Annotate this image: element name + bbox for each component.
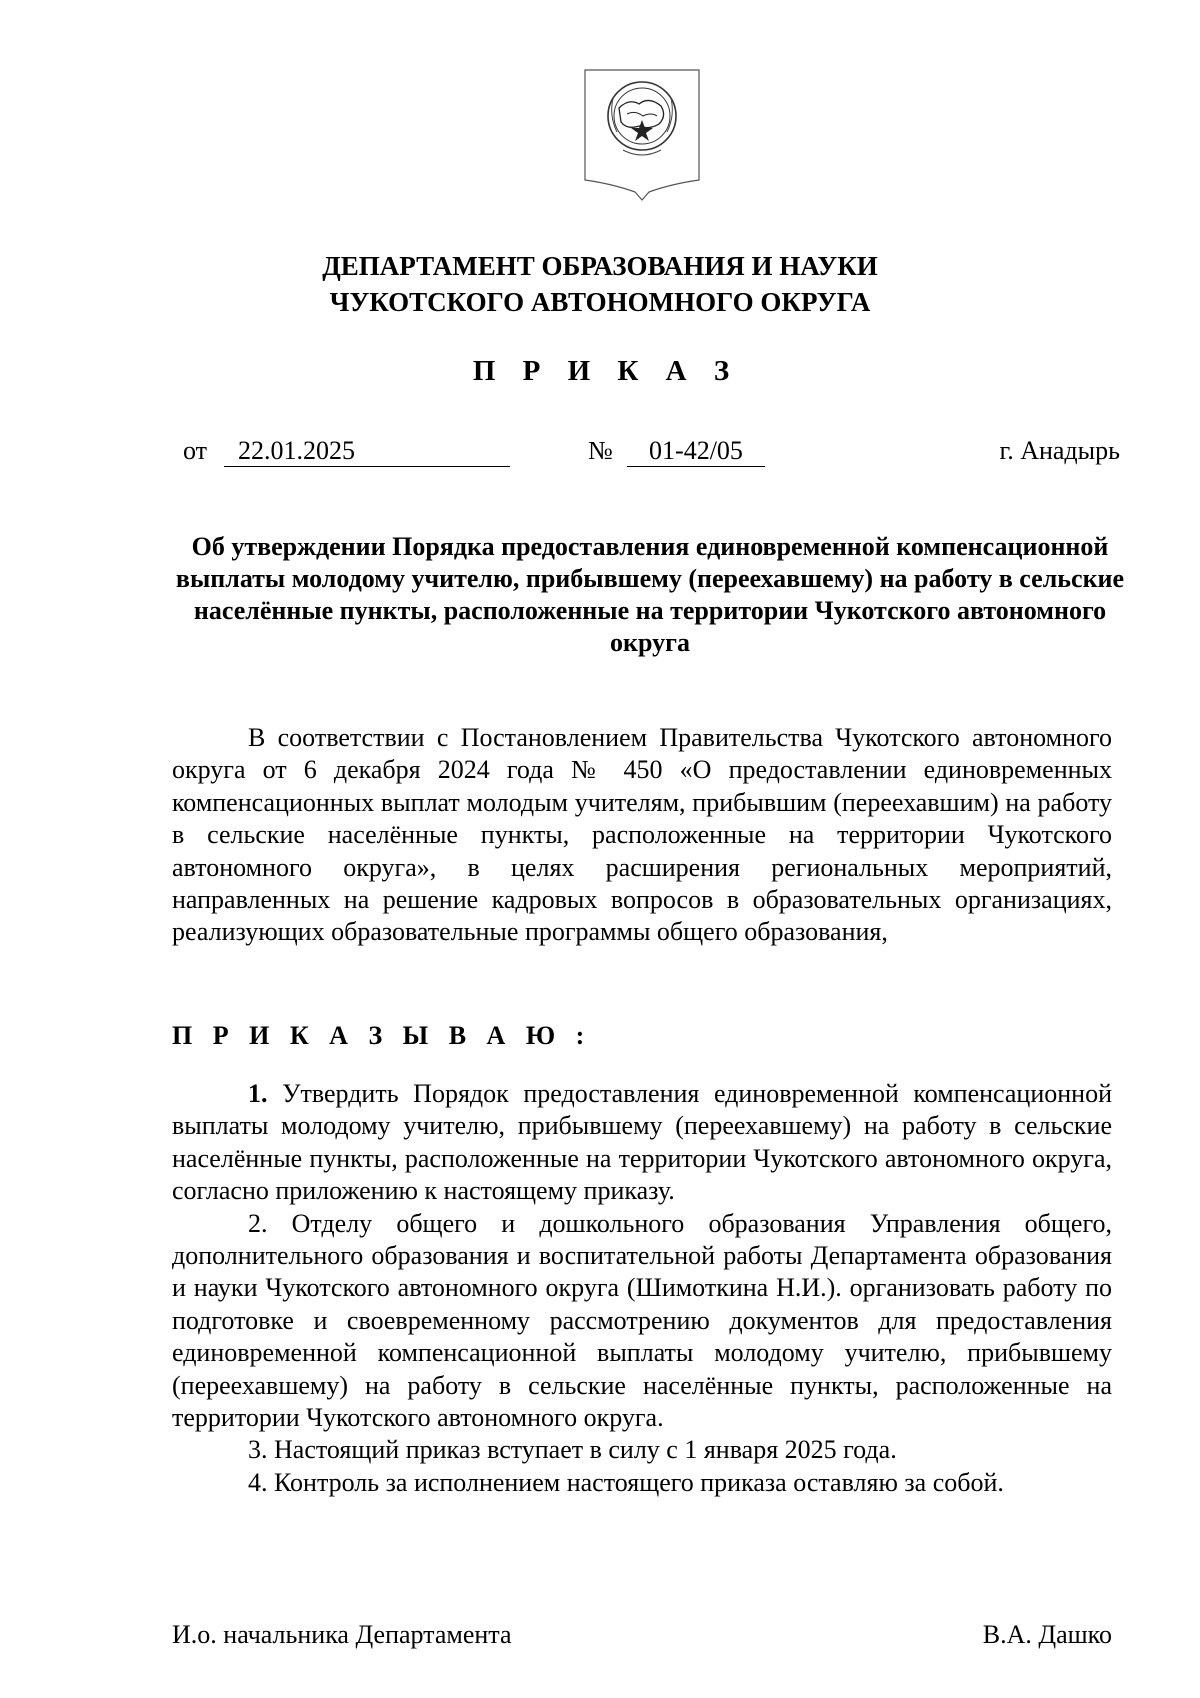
item-number: 3. bbox=[248, 1435, 268, 1465]
signatory-position: И.о. начальника Департамента bbox=[172, 1620, 512, 1649]
number-field bbox=[627, 436, 765, 467]
date-field bbox=[224, 436, 510, 467]
list-item bbox=[172, 1078, 1112, 1208]
preamble-paragraph bbox=[172, 722, 1112, 949]
item-number: 1. bbox=[248, 1079, 268, 1108]
item-number: 2. bbox=[248, 1208, 268, 1238]
decree-heading: П Р И К А З Ы В А Ю : bbox=[172, 1021, 592, 1050]
date-value: 22.01.2025 bbox=[238, 436, 355, 465]
item-text: Настоящий приказ вступает в силу с 1 января 2025 года. bbox=[274, 1435, 897, 1465]
number-value: 01-42/05 bbox=[649, 436, 743, 465]
decree-items bbox=[172, 1078, 1112, 1499]
document-subject: Об утверждении Порядка предоставления единовременной компенсационной выплаты молодому учителю, прибывшему (переехавшему) на работу в сельские населённые пункты, расположенные на территории Чукотского автономного округа bbox=[175, 532, 1125, 657]
preamble-text: В соответствии с Постановлением Правительства Чукотского автономного округа от 6 декабря 2024 года № 450 «О предоставлении единовременных компенсационных выплат молодым учителям, прибывшим (переехавшим) на работу в сельские населённые пункты, расположенные на территории Чукотского автономного округа», в целях расширения региональных мероприятий, направленных на решение кадровых вопросов в образовательных организациях, реализующих образовательные программы общего образования, bbox=[172, 723, 1112, 947]
department-title-line-1: ДЕПАРТАМЕНТ ОБРАЗОВАНИЯ И НАУКИ bbox=[322, 251, 878, 281]
document-type-heading: П Р И К А З bbox=[472, 355, 740, 387]
list-item bbox=[172, 1208, 1112, 1435]
item-text: Контроль за исполнением настоящего приказа оставляю за собой. bbox=[274, 1467, 1004, 1497]
item-text: Отделу общего и дошкольного образования Управления общего, дополнительного образования и воспитательной работы Департамента образования и науки Чукотского автономного округа (Шимоткина Н.И.). организовать работу по подготовке и своевременному рассмотрению документов для предоставления единовременной компенсационной выплаты молодому учителю, прибывшему (переехавшему) на работу в сельские населённые пункты, расположенные на территории Чукотского автономного округа. bbox=[172, 1208, 1112, 1433]
signatory-name: В.А. Дашко bbox=[982, 1620, 1112, 1649]
dateline bbox=[0, 436, 1200, 476]
item-text: Утвердить Порядок предоставления единовременной компенсационной выплаты молодому учителю, прибывшему (переехавшему) на работу в сельские населённые пункты, расположенные на территории Чукотского автономного округа, согласно приложению к настоящему приказу. bbox=[172, 1079, 1112, 1206]
item-number: 4. bbox=[248, 1467, 268, 1497]
number-label: № bbox=[588, 436, 613, 465]
department-title-line-2: ЧУКОТСКОГО АВТОНОМНОГО ОКРУГА bbox=[329, 287, 871, 317]
date-from-label: от bbox=[183, 436, 208, 465]
city-label: г. Анадырь bbox=[999, 436, 1120, 465]
list-item bbox=[172, 1467, 1112, 1499]
list-item bbox=[172, 1434, 1112, 1466]
coat-of-arms-emblem bbox=[583, 68, 701, 204]
